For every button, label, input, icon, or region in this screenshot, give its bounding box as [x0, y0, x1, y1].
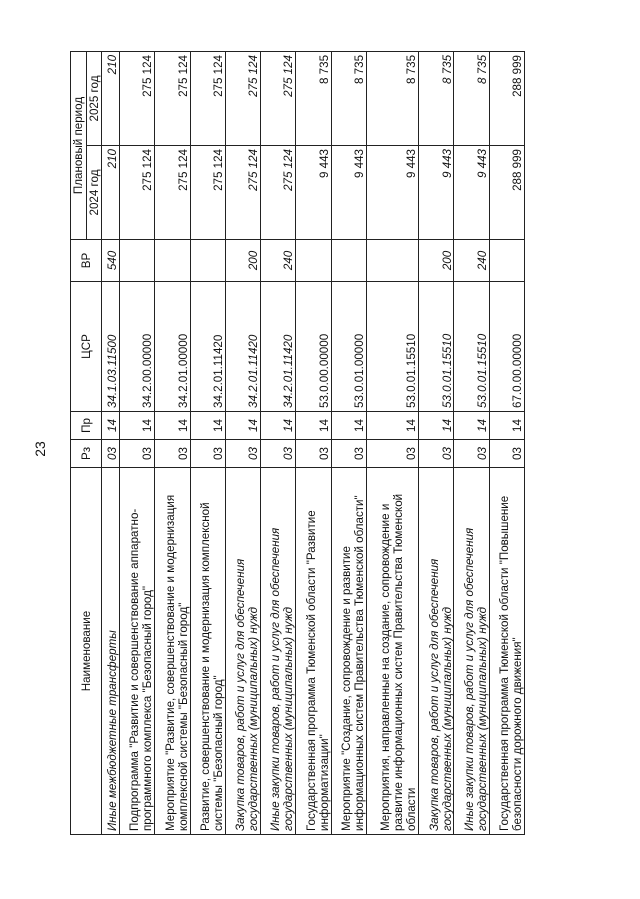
cell-csr: 34.2.00.00000 — [120, 282, 155, 412]
header-rz: Рз — [71, 440, 102, 468]
cell-vr: 240 — [261, 240, 296, 282]
cell-pr: 14 — [155, 412, 190, 440]
budget-table — [70, 51, 525, 835]
cell-vr: 200 — [419, 240, 454, 282]
cell-2024: 210 — [102, 146, 120, 240]
cell-name: Иные закупки товаров, работ и услуг для обеспечения государственных (муниципальных) нужд — [261, 468, 296, 835]
cell-rz: 03 — [489, 440, 524, 468]
cell-2025: 275 124 — [190, 51, 225, 145]
cell-2025: 275 124 — [261, 51, 296, 145]
table-body — [102, 51, 525, 834]
header-vr: ВР — [71, 240, 102, 282]
cell-rz: 03 — [190, 440, 225, 468]
header-pr: Пр — [71, 412, 102, 440]
cell-2025: 8 735 — [331, 51, 366, 145]
cell-2024: 275 124 — [261, 146, 296, 240]
cell-2024: 275 124 — [190, 146, 225, 240]
table-row — [155, 51, 190, 834]
cell-pr: 14 — [261, 412, 296, 440]
cell-vr — [155, 240, 190, 282]
cell-2024: 9 443 — [454, 146, 489, 240]
cell-vr: 200 — [225, 240, 260, 282]
table-row — [102, 51, 120, 834]
cell-csr: 34.2.01.11420 — [261, 282, 296, 412]
cell-name: Развитие, совершенствование и модернизация комплексной системы "Безопасный город" — [190, 468, 225, 835]
cell-pr: 14 — [489, 412, 524, 440]
cell-vr — [489, 240, 524, 282]
cell-rz: 03 — [366, 440, 418, 468]
cell-rz: 03 — [155, 440, 190, 468]
cell-2024: 275 124 — [225, 146, 260, 240]
cell-vr — [296, 240, 331, 282]
cell-2024: 275 124 — [155, 146, 190, 240]
cell-csr: 53.0.01.00000 — [331, 282, 366, 412]
cell-2024: 9 443 — [366, 146, 418, 240]
cell-csr: 34.1.03.11500 — [102, 282, 120, 412]
cell-vr — [120, 240, 155, 282]
cell-name: Закупка товаров, работ и услуг для обеспечения государственных (муниципальных) нужд — [225, 468, 260, 835]
header-name: Наименование — [71, 468, 102, 835]
cell-pr: 14 — [225, 412, 260, 440]
cell-csr: 53.0.01.15510 — [366, 282, 418, 412]
table-row — [296, 51, 331, 834]
header-planned-period: Плановый период — [71, 51, 87, 239]
table-row — [120, 51, 155, 834]
cell-name: Государственная программа Тюменской области "Повышение безопасности дорожного движения" — [489, 468, 524, 835]
cell-pr: 14 — [331, 412, 366, 440]
cell-name: Иные межбюджетные трансферты — [102, 468, 120, 835]
cell-2024: 288 999 — [489, 146, 524, 240]
cell-pr: 14 — [454, 412, 489, 440]
cell-rz: 03 — [225, 440, 260, 468]
cell-vr — [366, 240, 418, 282]
cell-name: Подпрограмма "Развитие и совершенствование аппаратно-программного комплекса "Безопасный город" — [120, 468, 155, 835]
cell-name: Мероприятия, направленные на создание, сопровождение и развитие информационных систем Правительства Тюменской области — [366, 468, 418, 835]
table-row — [331, 51, 366, 834]
cell-csr: 53.0.00.00000 — [296, 282, 331, 412]
cell-csr: 53.0.01.15510 — [454, 282, 489, 412]
cell-rz: 03 — [331, 440, 366, 468]
table-row — [454, 51, 489, 834]
page-number: 23 — [32, 441, 48, 457]
cell-2024: 9 443 — [331, 146, 366, 240]
cell-2024: 9 443 — [296, 146, 331, 240]
cell-vr — [331, 240, 366, 282]
cell-rz: 03 — [419, 440, 454, 468]
cell-pr: 14 — [102, 412, 120, 440]
cell-rz: 03 — [296, 440, 331, 468]
table-row — [261, 51, 296, 834]
cell-csr: 53.0.01.15510 — [419, 282, 454, 412]
cell-2024: 275 124 — [120, 146, 155, 240]
cell-rz: 03 — [261, 440, 296, 468]
table-row — [366, 51, 418, 834]
cell-2025: 8 735 — [419, 51, 454, 145]
cell-csr: 34.2.01.11420 — [190, 282, 225, 412]
table-row — [489, 51, 524, 834]
cell-name: Мероприятие "Развитие, совершенствование и модернизация комплексной системы "Безопасный город" — [155, 468, 190, 835]
cell-csr: 67.0.00.00000 — [489, 282, 524, 412]
header-year-2025: 2025 год — [87, 51, 102, 145]
cell-name: Мероприятие "Создание, сопровождение и развитие информационных систем Правительства Тюменской области" — [331, 468, 366, 835]
cell-rz: 03 — [454, 440, 489, 468]
cell-2025: 210 — [102, 51, 120, 145]
cell-2025: 8 735 — [366, 51, 418, 145]
cell-pr: 14 — [296, 412, 331, 440]
cell-2025: 275 124 — [120, 51, 155, 145]
rotated-table-container — [70, 52, 525, 835]
cell-pr: 14 — [120, 412, 155, 440]
cell-2024: 9 443 — [419, 146, 454, 240]
cell-vr: 240 — [454, 240, 489, 282]
cell-2025: 275 124 — [225, 51, 260, 145]
cell-pr: 14 — [419, 412, 454, 440]
cell-vr: 540 — [102, 240, 120, 282]
cell-name: Иные закупки товаров, работ и услуг для обеспечения государственных (муниципальных) нужд — [454, 468, 489, 835]
header-csr: ЦСР — [71, 282, 102, 412]
cell-2025: 275 124 — [155, 51, 190, 145]
cell-2025: 8 735 — [296, 51, 331, 145]
cell-2025: 288 999 — [489, 51, 524, 145]
table-row — [419, 51, 454, 834]
header-year-2024: 2024 год — [87, 146, 102, 240]
cell-csr: 34.2.01.11420 — [225, 282, 260, 412]
cell-2025: 8 735 — [454, 51, 489, 145]
table-row — [225, 51, 260, 834]
cell-csr: 34.2.01.00000 — [155, 282, 190, 412]
table-row — [190, 51, 225, 834]
cell-name: Государственная программа Тюменской области "Развитие информатизации" — [296, 468, 331, 835]
cell-pr: 14 — [190, 412, 225, 440]
cell-vr — [190, 240, 225, 282]
cell-pr: 14 — [366, 412, 418, 440]
cell-rz: 03 — [102, 440, 120, 468]
cell-name: Закупка товаров, работ и услуг для обеспечения государственных (муниципальных) нужд — [419, 468, 454, 835]
cell-rz: 03 — [120, 440, 155, 468]
